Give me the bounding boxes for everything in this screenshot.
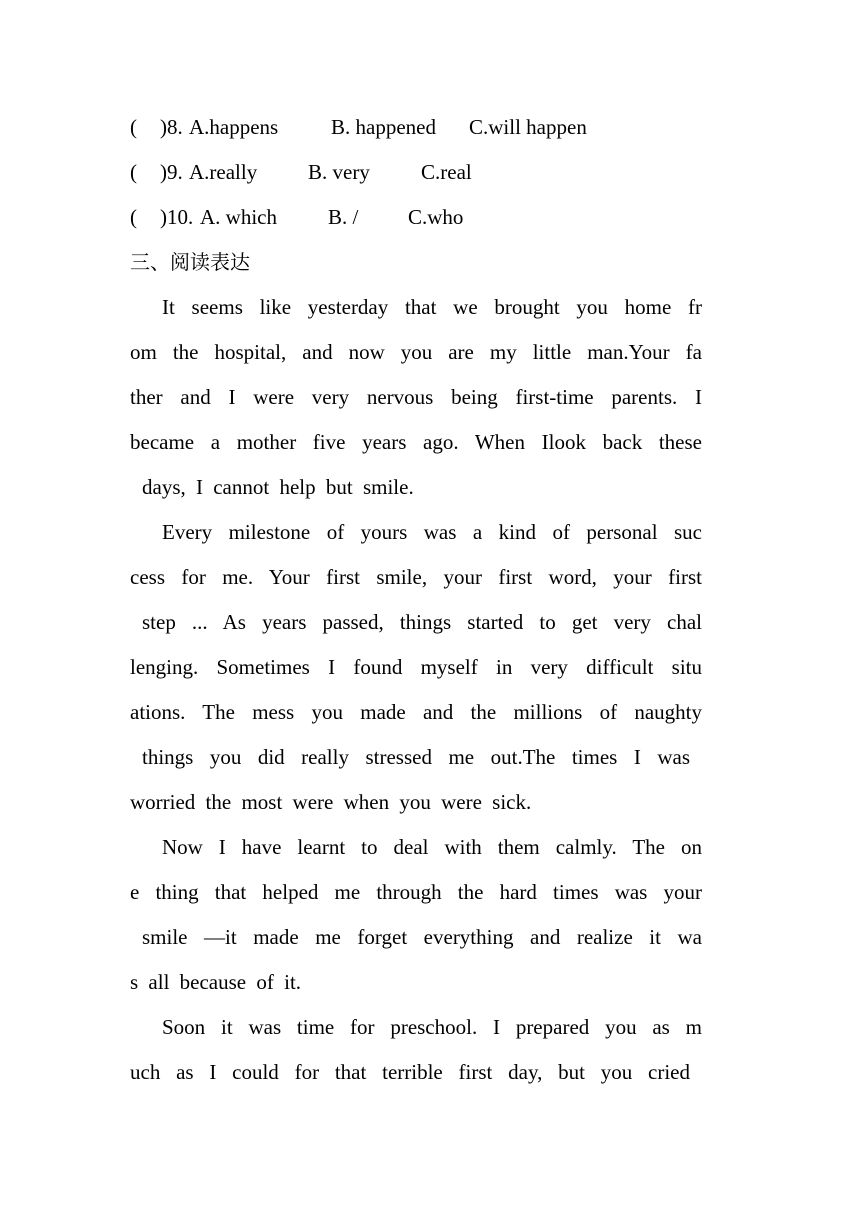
option-c: C.real bbox=[421, 160, 472, 184]
option-a: A.really bbox=[189, 160, 258, 184]
passage-line: om the hospital, and now you are my little man.Your fa bbox=[130, 340, 702, 364]
answer-paren-open: ( bbox=[130, 115, 137, 139]
passage-line: days, I cannot help but smile. bbox=[142, 475, 414, 499]
answer-paren-close: ) bbox=[160, 160, 167, 184]
question-8 bbox=[130, 105, 702, 150]
question-10 bbox=[130, 195, 702, 240]
question-number: 9. bbox=[167, 160, 183, 184]
option-b: B. / bbox=[328, 205, 359, 229]
passage-line: It seems like yesterday that we brought you home fr bbox=[162, 295, 702, 319]
question-9 bbox=[130, 150, 702, 195]
answer-paren-close: ) bbox=[160, 205, 167, 229]
passage-line: Soon it was time for preschool. I prepared you as m bbox=[162, 1015, 702, 1039]
option-b: B. happened bbox=[331, 115, 436, 139]
passage-line: ations. The mess you made and the millions of naughty bbox=[130, 700, 702, 724]
answer-paren-open: ( bbox=[130, 205, 137, 229]
passage-line: smile —it made me forget everything and realize it wa bbox=[142, 925, 702, 949]
passage-line: e thing that helped me through the hard times was your bbox=[130, 880, 702, 904]
option-a: A.happens bbox=[189, 115, 279, 139]
passage-line: s all because of it. bbox=[130, 970, 302, 994]
passage-line: Every milestone of yours was a kind of personal suc bbox=[162, 520, 702, 544]
passage-line: lenging. Sometimes I found myself in very difficult situ bbox=[130, 655, 702, 679]
passage-line: ther and I were very nervous being first-time parents. I bbox=[130, 385, 702, 409]
passage-line: worried the most were when you were sick. bbox=[130, 790, 532, 814]
option-a: A. which bbox=[200, 205, 277, 229]
passage-line: became a mother five years ago. When Ilook back these bbox=[130, 430, 702, 454]
answer-paren-close: ) bbox=[160, 115, 167, 139]
passage-line: Now I have learnt to deal with them calmly. The on bbox=[162, 835, 702, 859]
answer-paren-open: ( bbox=[130, 160, 137, 184]
passage-line: things you did really stressed me out.The times I was bbox=[142, 745, 690, 769]
option-c: C.will happen bbox=[469, 115, 587, 139]
option-c: C.who bbox=[408, 205, 464, 229]
passage-line: step ... As years passed, things started to get very chal bbox=[142, 610, 702, 634]
option-b: B. very bbox=[308, 160, 370, 184]
passage-line: cess for me. Your first smile, your first word, your first bbox=[130, 565, 702, 589]
question-number: 10. bbox=[167, 205, 194, 229]
passage-line: uch as I could for that terrible first day, but you cried bbox=[130, 1060, 690, 1084]
question-number: 8. bbox=[167, 115, 183, 139]
section-heading: 三、阅读表达 bbox=[130, 250, 250, 274]
